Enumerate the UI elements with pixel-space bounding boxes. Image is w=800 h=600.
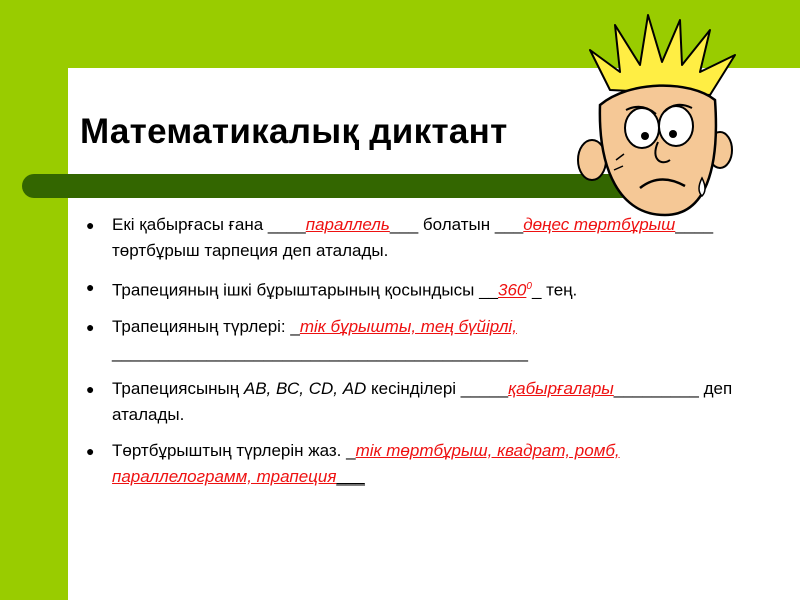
- answer-text: қабырғалары: [508, 378, 614, 398]
- bullet-icon: ●: [86, 380, 95, 397]
- answer-text: тік төртбұрыш, квадрат, ромб, параллелограмм, трапеция: [112, 440, 620, 486]
- item-text: кесінділері _____: [366, 378, 509, 398]
- item-text: _ тең.: [531, 280, 578, 300]
- segment-names: АВ, ВС, СD, АD: [243, 378, 367, 398]
- answer-text: тік бұрышты, тең бүйірлі,: [299, 316, 517, 336]
- answer-text: 360: [498, 280, 527, 300]
- blank-line: ____________________________________________: [112, 342, 529, 362]
- item-text: Трапециясының: [112, 378, 244, 398]
- bullet-icon: ●: [86, 279, 95, 295]
- hair-spikes: [590, 15, 735, 95]
- list-item: [82, 274, 762, 304]
- item-text: Трапецияның ішкі бұрыштарының қосындысы __: [112, 280, 498, 300]
- slide-title: Математикалық диктант: [80, 112, 508, 151]
- bullet-icon: ●: [86, 442, 95, 459]
- head: [600, 86, 716, 215]
- item-text: Төртбұрыштың түрлерін жаз. _: [112, 440, 356, 460]
- item-text: Трапецияның түрлері: _: [112, 316, 300, 336]
- list-item: [82, 212, 762, 264]
- answer-text: дөңес төртбұрыш: [523, 215, 676, 234]
- list-item: [82, 314, 762, 366]
- degree-superscript: 0: [526, 281, 532, 292]
- list-item: [82, 376, 762, 428]
- bullet-icon: ●: [86, 217, 95, 233]
- item-text: _________ деп аталады.: [112, 378, 733, 424]
- answer-text: параллель: [305, 215, 390, 234]
- item-text: Екі қабырғасы ғана ____: [112, 215, 306, 234]
- green-left-band: [0, 0, 68, 600]
- item-text: ___: [336, 466, 365, 486]
- worried-cartoon-face-image: [570, 10, 740, 220]
- dictation-list: [82, 212, 762, 500]
- bullet-icon: ●: [86, 318, 95, 335]
- item-text: ___ болатын ___: [389, 215, 524, 234]
- item-text: ____ төртбұрыш тарпеция деп аталады.: [112, 215, 714, 260]
- list-item: [82, 438, 762, 490]
- title-underline-bar: [22, 174, 634, 198]
